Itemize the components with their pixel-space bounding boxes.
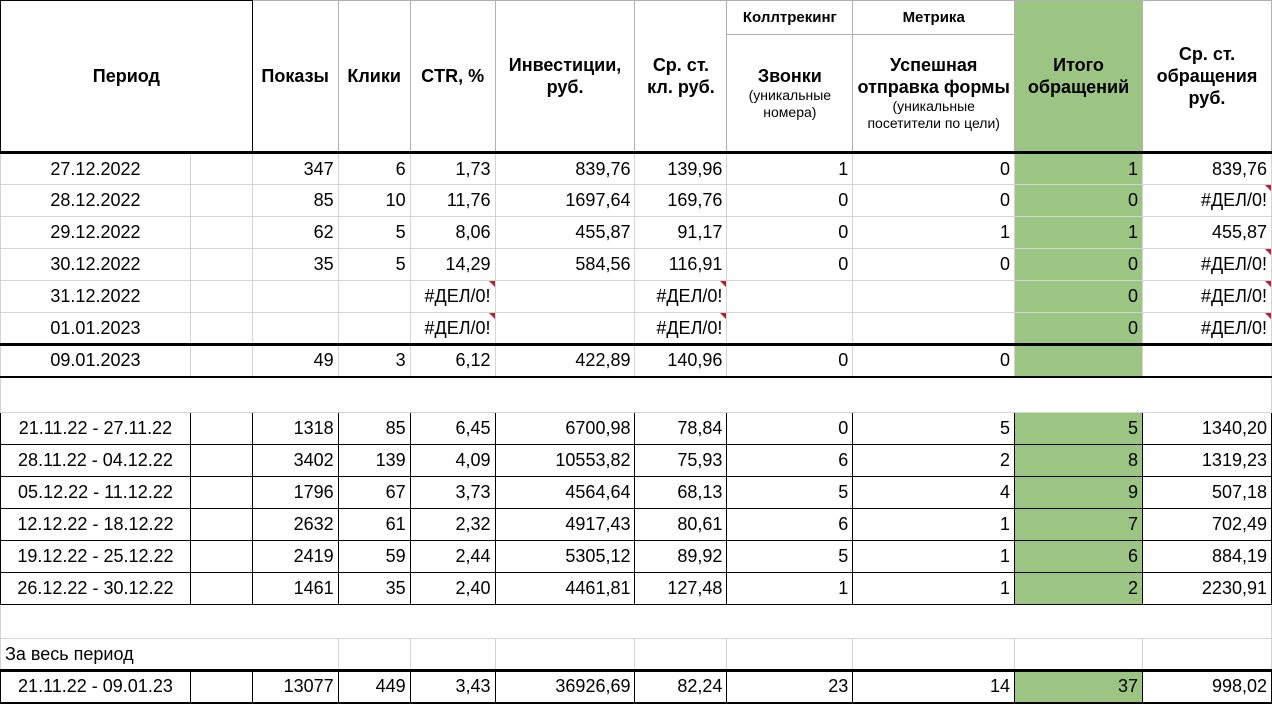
cell-investment[interactable]: 1697,64 [495, 185, 635, 217]
cell-ctr[interactable]: 2,32 [410, 509, 495, 541]
cell-impressions[interactable]: 85 [252, 185, 338, 217]
cell-clicks[interactable]: 61 [338, 509, 410, 541]
cell-avg-request-cost[interactable]: 1340,20 [1142, 413, 1271, 445]
cell-period[interactable]: 26.12.22 - 30.12.22 [1, 573, 191, 605]
weekly-row [1, 477, 1272, 509]
cell-period[interactable]: 12.12.22 - 18.12.22 [1, 509, 191, 541]
cell-impressions[interactable]: 62 [252, 217, 338, 249]
cell-period[interactable]: 01.01.2023 [1, 313, 191, 345]
cell-calls[interactable]: 1 [727, 153, 853, 185]
cell-ctr[interactable]: 14,29 [410, 249, 495, 281]
cell-avg-request-cost[interactable]: 998,02 [1142, 671, 1271, 703]
cell-form-submit[interactable]: 0 [853, 153, 1015, 185]
cell-spacer[interactable] [190, 313, 252, 345]
cell-spacer[interactable] [190, 249, 252, 281]
cell-total-requests[interactable]: 1 [1015, 217, 1143, 249]
cell-ctr[interactable]: #ДЕЛ/0! [410, 281, 495, 313]
cell-total-requests[interactable]: 5 [1015, 413, 1143, 445]
cell-form-submit[interactable]: 1 [853, 541, 1015, 573]
cell-ctr[interactable]: 2,40 [410, 573, 495, 605]
cell-investment[interactable]: 5305,12 [495, 541, 635, 573]
header-form-note: (уникальные посетители по цели) [867, 98, 1000, 131]
cell-calls[interactable]: 6 [727, 445, 853, 477]
cell-spacer[interactable] [190, 345, 252, 377]
cell-avg-click-cost[interactable]: 169,76 [635, 185, 727, 217]
cell-ctr[interactable]: #ДЕЛ/0! [410, 313, 495, 345]
cell-avg-click-cost[interactable]: 75,93 [635, 445, 727, 477]
cell-total-requests[interactable]: 37 [1015, 671, 1143, 703]
cell-form-submit[interactable]: 0 [853, 185, 1015, 217]
cell-avg-request-cost[interactable]: 884,19 [1142, 541, 1271, 573]
header-investment: Инвестиции, руб. [495, 1, 635, 153]
cell-avg-request-cost[interactable]: #ДЕЛ/0! [1142, 249, 1271, 281]
cell-avg-click-cost[interactable]: 127,48 [635, 573, 727, 605]
cell-period[interactable]: 05.12.22 - 11.12.22 [1, 477, 191, 509]
cell-clicks[interactable] [338, 313, 410, 345]
cell-form-submit[interactable]: 5 [853, 413, 1015, 445]
cell-spacer[interactable] [190, 185, 252, 217]
weekly-row [1, 541, 1272, 573]
cell-spacer[interactable] [190, 509, 252, 541]
cell-ctr[interactable]: 1,73 [410, 153, 495, 185]
cell-period[interactable]: 28.11.22 - 04.12.22 [1, 445, 191, 477]
cell-clicks[interactable]: 5 [338, 249, 410, 281]
cell-avg-click-cost[interactable]: 139,96 [635, 153, 727, 185]
cell-total-requests[interactable]: 0 [1015, 249, 1143, 281]
cell-spacer[interactable] [190, 671, 252, 703]
cell-avg-request-cost[interactable] [1142, 345, 1271, 377]
cell-impressions[interactable]: 2419 [252, 541, 338, 573]
cell-avg-click-cost[interactable]: 116,91 [635, 249, 727, 281]
cell-avg-click-cost[interactable]: 89,92 [635, 541, 727, 573]
daily-row [1, 185, 1272, 217]
cell-investment[interactable] [495, 313, 635, 345]
cell-investment[interactable]: 10553,82 [495, 445, 635, 477]
daily-row [1, 217, 1272, 249]
header-period: Период [1, 1, 253, 153]
cell-impressions[interactable]: 2632 [252, 509, 338, 541]
cell-spacer[interactable] [190, 573, 252, 605]
cell-avg-request-cost[interactable]: 455,87 [1142, 217, 1271, 249]
cell-spacer[interactable] [190, 153, 252, 185]
cell-avg-request-cost[interactable]: 1319,23 [1142, 445, 1271, 477]
blank-row [1, 377, 1272, 413]
daily-row [1, 345, 1272, 377]
cell-avg-click-cost[interactable]: 91,17 [635, 217, 727, 249]
cell-investment[interactable]: 4461,81 [495, 573, 635, 605]
cell-ctr[interactable]: 6,45 [410, 413, 495, 445]
cell-form-submit[interactable] [853, 281, 1015, 313]
blank-cell [1, 605, 1272, 639]
daily-row [1, 281, 1272, 313]
cell-form-submit[interactable]: 1 [853, 573, 1015, 605]
cell-clicks[interactable]: 35 [338, 573, 410, 605]
header-calltracking: Коллтрекинг [727, 1, 853, 35]
cell-calls[interactable]: 23 [727, 671, 853, 703]
cell-clicks[interactable]: 5 [338, 217, 410, 249]
cell-clicks[interactable] [338, 281, 410, 313]
cell-calls[interactable]: 6 [727, 509, 853, 541]
header-clicks: Клики [338, 1, 410, 153]
cell-total-requests[interactable]: 2 [1015, 573, 1143, 605]
header-form-label: Успешная отправка формы [857, 55, 1010, 97]
daily-row [1, 313, 1272, 345]
cell-impressions[interactable]: 347 [252, 153, 338, 185]
cell-calls[interactable]: 0 [727, 217, 853, 249]
cell-total-requests[interactable]: 0 [1015, 313, 1143, 345]
cell-total-requests[interactable]: 0 [1015, 281, 1143, 313]
header-impressions: Показы [252, 1, 338, 153]
cell-clicks[interactable]: 67 [338, 477, 410, 509]
cell-clicks[interactable]: 10 [338, 185, 410, 217]
cell-ctr[interactable]: 6,12 [410, 345, 495, 377]
cell-calls[interactable]: 0 [727, 249, 853, 281]
cell-ctr[interactable]: 3,73 [410, 477, 495, 509]
total-label: За весь период [1, 639, 339, 671]
cell-clicks[interactable]: 85 [338, 413, 410, 445]
cell-ctr[interactable]: 4,09 [410, 445, 495, 477]
cell-calls[interactable]: 5 [727, 541, 853, 573]
cell-period[interactable]: 19.12.22 - 25.12.22 [1, 541, 191, 573]
cell-form-submit[interactable]: 14 [853, 671, 1015, 703]
cell-investment[interactable]: 584,56 [495, 249, 635, 281]
daily-row [1, 153, 1272, 185]
cell-investment[interactable]: 455,87 [495, 217, 635, 249]
cell-spacer[interactable] [190, 445, 252, 477]
cell-avg-click-cost[interactable]: 78,84 [635, 413, 727, 445]
cell-avg-request-cost[interactable]: #ДЕЛ/0! [1142, 185, 1271, 217]
cell-clicks[interactable]: 6 [338, 153, 410, 185]
cell-impressions[interactable]: 13077 [252, 671, 338, 703]
cell-investment[interactable] [495, 281, 635, 313]
cell-investment[interactable]: 4917,43 [495, 509, 635, 541]
cell-clicks[interactable]: 59 [338, 541, 410, 573]
cell-calls[interactable]: 0 [727, 345, 853, 377]
cell-impressions[interactable]: 1461 [252, 573, 338, 605]
cell-period[interactable]: 31.12.2022 [1, 281, 191, 313]
cell-investment[interactable]: 36926,69 [495, 671, 635, 703]
cell-impressions[interactable]: 1796 [252, 477, 338, 509]
cell-period[interactable]: 21.11.22 - 09.01.23 [1, 671, 191, 703]
cell-investment[interactable]: 839,76 [495, 153, 635, 185]
header-metrika: Метрика [853, 1, 1015, 35]
cell-form-submit[interactable] [853, 313, 1015, 345]
cell-calls[interactable]: 5 [727, 477, 853, 509]
cell-calls[interactable]: 0 [727, 185, 853, 217]
cell-clicks[interactable]: 449 [338, 671, 410, 703]
header-calls-note: (уникальные номера) [748, 87, 832, 120]
cell-ctr[interactable]: 2,44 [410, 541, 495, 573]
cell-total-requests[interactable]: 6 [1015, 541, 1143, 573]
cell-avg-request-cost[interactable]: #ДЕЛ/0! [1142, 313, 1271, 345]
cell-total-requests[interactable]: 1 [1015, 153, 1143, 185]
cell-avg-request-cost[interactable]: 839,76 [1142, 153, 1271, 185]
cell-calls[interactable]: 0 [727, 413, 853, 445]
cell-calls[interactable] [727, 313, 853, 345]
cell-ctr[interactable]: 8,06 [410, 217, 495, 249]
cell-period[interactable]: 27.12.2022 [1, 153, 191, 185]
header-calls-label: Звонки [757, 66, 822, 86]
cell-total-requests[interactable]: 7 [1015, 509, 1143, 541]
weekly-row [1, 509, 1272, 541]
cell-spacer[interactable] [190, 217, 252, 249]
total-row [1, 671, 1272, 703]
cell-total-requests[interactable]: 9 [1015, 477, 1143, 509]
weekly-row [1, 445, 1272, 477]
header-avg-click-cost: Ср. ст. кл. руб. [635, 1, 727, 153]
cell-avg-click-cost[interactable]: 80,61 [635, 509, 727, 541]
cell-avg-click-cost[interactable]: 68,13 [635, 477, 727, 509]
header-calls [727, 35, 853, 153]
cell-ctr[interactable]: 3,43 [410, 671, 495, 703]
cell-period[interactable]: 29.12.2022 [1, 217, 191, 249]
blank-cell [1, 377, 1272, 413]
cell-investment[interactable]: 6700,98 [495, 413, 635, 445]
cell-clicks[interactable]: 3 [338, 345, 410, 377]
cell-period[interactable]: 28.12.2022 [1, 185, 191, 217]
weekly-row [1, 573, 1272, 605]
cell-period[interactable]: 21.11.22 - 27.11.22 [1, 413, 191, 445]
cell-impressions[interactable]: 1318 [252, 413, 338, 445]
cell-ctr[interactable]: 11,76 [410, 185, 495, 217]
cell-impressions[interactable] [252, 313, 338, 345]
blank-row [1, 605, 1272, 639]
cell-calls[interactable]: 1 [727, 573, 853, 605]
cell-form-submit[interactable]: 4 [853, 477, 1015, 509]
cell-form-submit[interactable]: 2 [853, 445, 1015, 477]
cell-impressions[interactable]: 49 [252, 345, 338, 377]
daily-row [1, 249, 1272, 281]
cell-avg-request-cost[interactable]: #ДЕЛ/0! [1142, 281, 1271, 313]
cell-total-requests[interactable]: 0 [1015, 185, 1143, 217]
cell-calls[interactable] [727, 281, 853, 313]
cell-spacer[interactable] [190, 477, 252, 509]
cell-avg-request-cost[interactable]: 2230,91 [1142, 573, 1271, 605]
cell-impressions[interactable]: 35 [252, 249, 338, 281]
cell-investment[interactable]: 4564,64 [495, 477, 635, 509]
cell-form-submit[interactable]: 0 [853, 249, 1015, 281]
cell-total-requests[interactable] [1015, 345, 1143, 377]
cell-period[interactable]: 30.12.2022 [1, 249, 191, 281]
header-form-submit [853, 35, 1015, 153]
weekly-row [1, 413, 1272, 445]
cell-avg-click-cost[interactable]: 82,24 [635, 671, 727, 703]
cell-form-submit[interactable]: 1 [853, 509, 1015, 541]
cell-form-submit[interactable]: 1 [853, 217, 1015, 249]
cell-impressions[interactable] [252, 281, 338, 313]
header-avg-request-cost: Ср. ст. обращения руб. [1142, 1, 1271, 153]
total-label-row [1, 639, 1272, 671]
cell-avg-request-cost[interactable]: 702,49 [1142, 509, 1271, 541]
cell-period[interactable]: 09.01.2023 [1, 345, 191, 377]
cell-avg-request-cost[interactable]: 507,18 [1142, 477, 1271, 509]
cell-spacer[interactable] [190, 541, 252, 573]
cell-impressions[interactable]: 3402 [252, 445, 338, 477]
cell-avg-click-cost[interactable]: #ДЕЛ/0! [635, 281, 727, 313]
header-total-requests: Итого обращений [1015, 1, 1143, 153]
header-ctr: CTR, % [410, 1, 495, 153]
cell-form-submit[interactable]: 0 [853, 345, 1015, 377]
cell-avg-click-cost[interactable]: 140,96 [635, 345, 727, 377]
cell-avg-click-cost[interactable]: #ДЕЛ/0! [635, 313, 727, 345]
cell-investment[interactable]: 422,89 [495, 345, 635, 377]
cell-spacer[interactable] [190, 413, 252, 445]
cell-spacer[interactable] [190, 281, 252, 313]
cell-total-requests[interactable]: 8 [1015, 445, 1143, 477]
cell-clicks[interactable]: 139 [338, 445, 410, 477]
